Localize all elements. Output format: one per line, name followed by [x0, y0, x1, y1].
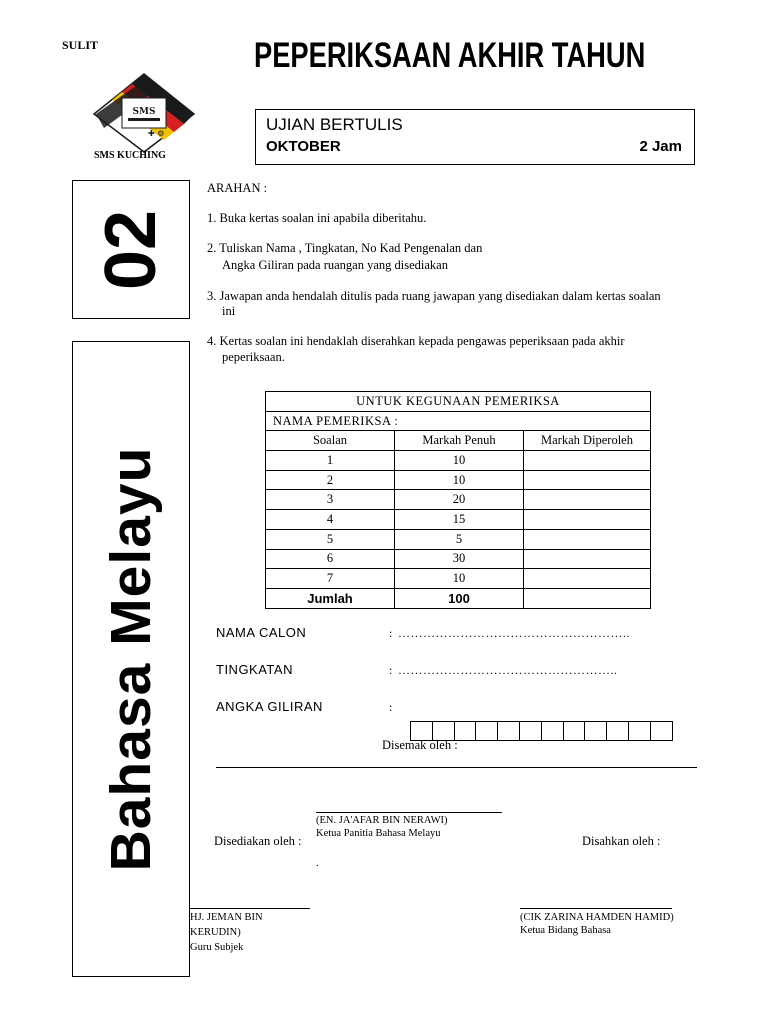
dot-mark: . [316, 858, 319, 869]
digit-cell[interactable] [584, 721, 607, 741]
school-name: SMS KUCHING [94, 150, 166, 161]
paper-number: 02 [91, 209, 171, 290]
instruction-4-cont-text: peperiksaan. [222, 350, 285, 364]
candidate-number-colon: : [389, 700, 393, 714]
cell-markah-diperoleh[interactable] [524, 529, 651, 549]
exam-duration: 2 Jam [639, 138, 682, 155]
candidate-name-label: NAMA CALON [216, 625, 307, 640]
instruction-2: 2. Tuliskan Nama , Tingkatan, No Kad Pengenalan dan [207, 241, 483, 255]
table-row [266, 470, 651, 490]
approver-signature-line [520, 908, 672, 909]
cell-markah-diperoleh[interactable] [524, 510, 651, 530]
approver-title: Ketua Bidang Bahasa [520, 925, 611, 936]
subject-box [72, 341, 190, 977]
cell-soalan: 2 [266, 470, 395, 490]
candidate-name-field[interactable]: ……………………………………………….. [398, 626, 630, 640]
instruction-3-cont [207, 303, 737, 319]
table-total-row [266, 588, 651, 608]
cell-markah-penuh: 10 [395, 569, 524, 589]
preparer-name-2: KERUDIN) [190, 927, 241, 938]
total-value: 100 [395, 588, 524, 608]
marks-table [265, 391, 651, 609]
marks-table-title: UNTUK KEGUNAAN PEMERIKSA [266, 392, 651, 412]
checker-title: Ketua Panitia Bahasa Melayu [316, 828, 441, 839]
sulit-label: SULIT [62, 38, 99, 52]
exam-type: UJIAN BERTULIS [266, 115, 403, 134]
total-label: Jumlah [266, 588, 395, 608]
candidate-number-label: ANGKA GILIRAN [216, 699, 323, 714]
cell-soalan: 5 [266, 529, 395, 549]
form-label: TINGKATAN [216, 662, 293, 677]
cell-markah-diperoleh[interactable] [524, 490, 651, 510]
cell-markah-diperoleh[interactable] [524, 549, 651, 569]
cell-markah-penuh: 30 [395, 549, 524, 569]
instruction-3: 3. Jawapan anda hendalah ditulis pada ruang jawapan yang disediakan dalam kertas soalan [207, 289, 661, 303]
logo-text: SMS [132, 107, 156, 117]
table-row [266, 569, 651, 589]
prepared-by-label: Disediakan oleh : [214, 834, 302, 848]
preparer-signature-line [190, 908, 310, 909]
total-diperoleh[interactable] [524, 588, 651, 608]
table-header-row [266, 431, 651, 451]
instruction-1: 1. Buka kertas soalan ini apabila diberitahu. [207, 211, 427, 225]
instruction-2-cont-text: Angka Giliran pada ruangan yang disediakan [222, 258, 448, 272]
svg-text:✚ ⚙: ✚ ⚙ [148, 129, 165, 138]
subject-name: Bahasa Melayu [99, 446, 163, 872]
table-row [266, 510, 651, 530]
header-soalan: Soalan [266, 431, 395, 451]
digit-cell[interactable] [606, 721, 629, 741]
preparer-title: Guru Subjek [190, 942, 244, 953]
digit-cell[interactable] [541, 721, 564, 741]
digit-cell[interactable] [519, 721, 542, 741]
page-title: PEPERIKSAAN AKHIR TAHUN [254, 36, 646, 75]
cell-markah-penuh: 15 [395, 510, 524, 530]
table-row [266, 549, 651, 569]
paper-number-box [72, 180, 190, 319]
cell-soalan: 1 [266, 451, 395, 471]
digit-cell[interactable] [563, 721, 586, 741]
approver-name: (CIK ZARINA HAMDEN HAMID) [520, 912, 674, 923]
cell-markah-penuh: 5 [395, 529, 524, 549]
digit-cell[interactable] [628, 721, 651, 741]
header-markah-diperoleh: Markah Diperoleh [524, 431, 651, 451]
form-colon: : [389, 663, 393, 677]
digit-cell[interactable] [650, 721, 673, 741]
table-row [266, 490, 651, 510]
exam-month: OKTOBER [266, 138, 341, 155]
cell-soalan: 6 [266, 549, 395, 569]
cell-markah-penuh: 10 [395, 470, 524, 490]
instruction-4: 4. Kertas soalan ini hendaklah diserahkan kepada pengawas peperiksaan pada akhir [207, 334, 625, 348]
cell-markah-diperoleh[interactable] [524, 569, 651, 589]
header-markah-penuh: Markah Penuh [395, 431, 524, 451]
form-field[interactable]: …………………………………………….. [398, 663, 618, 677]
cell-markah-penuh: 10 [395, 451, 524, 471]
instructions-heading: ARAHAN : [207, 181, 268, 195]
candidate-name-colon: : [389, 626, 393, 640]
checker-signature-line [316, 812, 502, 813]
table-row [266, 451, 651, 471]
cell-soalan: 7 [266, 569, 395, 589]
examiner-name-label: NAMA PEMERIKSA : [266, 411, 651, 431]
cell-markah-diperoleh[interactable] [524, 470, 651, 490]
digit-cell[interactable] [475, 721, 498, 741]
cell-soalan: 4 [266, 510, 395, 530]
table-row [266, 529, 651, 549]
checked-by-label: Disemak oleh : [382, 738, 458, 752]
instruction-2-cont [207, 257, 737, 273]
instruction-4-cont [207, 349, 737, 365]
approved-by-label: Disahkan oleh : [582, 834, 661, 848]
divider-line [216, 767, 697, 768]
cell-markah-penuh: 20 [395, 490, 524, 510]
school-logo [92, 72, 196, 154]
exam-info-box [255, 109, 695, 165]
cell-markah-diperoleh[interactable] [524, 451, 651, 471]
instruction-3-cont-text: ini [222, 304, 236, 318]
checker-name: (EN. JA'AFAR BIN NERAWI) [316, 815, 448, 826]
cell-soalan: 3 [266, 490, 395, 510]
digit-cell[interactable] [497, 721, 520, 741]
preparer-name-1: HJ. JEMAN BIN [190, 912, 263, 923]
